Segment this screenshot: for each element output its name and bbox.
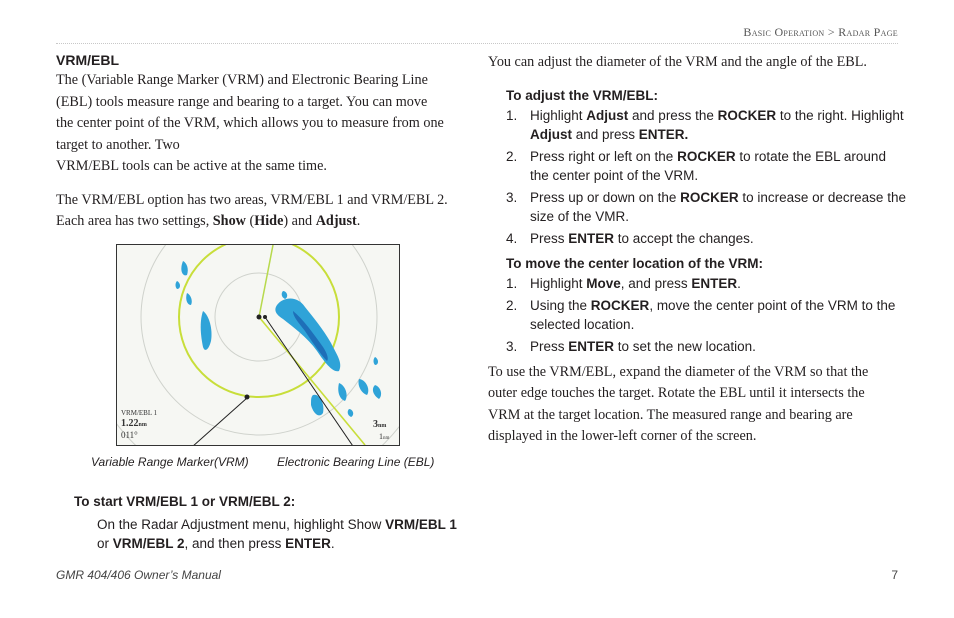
adjust-steps bbox=[506, 106, 908, 248]
running-head-page: Radar Page bbox=[838, 25, 898, 39]
overlay-scale-sub bbox=[379, 432, 390, 441]
overlay-scale bbox=[373, 419, 386, 430]
adjust-procedure-title: To adjust the VRM/EBL: bbox=[506, 87, 658, 103]
overlay-bearing: 011° bbox=[121, 430, 138, 440]
step-keyword: ROCKER bbox=[680, 189, 739, 205]
overlay-range bbox=[121, 418, 147, 429]
step-keyword: Adjust bbox=[586, 107, 629, 123]
step-number: 2. bbox=[506, 148, 518, 164]
echo-small bbox=[181, 261, 187, 275]
step-text: to accept the changes. bbox=[614, 230, 754, 246]
footer-manual-title: GMR 404/406 Owner’s Manual bbox=[56, 568, 221, 582]
areas-line: The VRM/EBL option has two areas, VRM/EBL 1 and VRM/EBL 2. bbox=[56, 191, 448, 208]
closing-line: VRM at the target location. The measured range and bearing are bbox=[488, 406, 853, 423]
step-item bbox=[506, 106, 908, 144]
step-number: 1. bbox=[506, 275, 518, 291]
start-text: or bbox=[97, 536, 113, 551]
areas-text: ( bbox=[245, 213, 255, 229]
vrm-callout-line bbox=[183, 398, 247, 445]
step-keyword: ENTER bbox=[568, 230, 615, 246]
areas-text: . bbox=[356, 213, 361, 229]
echo-lower bbox=[358, 379, 368, 395]
overlay-label: VRM/EBL 1 bbox=[121, 409, 158, 417]
step-text: Press bbox=[530, 338, 569, 354]
start-keyword: ENTER bbox=[285, 536, 331, 551]
step-number: 1. bbox=[506, 107, 518, 123]
intro-line: The (Variable Range Marker (VRM) and Electronic Bearing Line bbox=[56, 72, 428, 88]
hide-setting: Hide bbox=[254, 213, 284, 229]
step-keyword: Move bbox=[586, 275, 621, 291]
move-steps bbox=[506, 274, 908, 356]
intro-line: VRM/EBL tools can be active at the same time. bbox=[56, 158, 327, 174]
echo-small bbox=[186, 293, 192, 305]
overlay-scale-sub-unit: nm bbox=[383, 436, 390, 441]
step-text: Highlight bbox=[530, 275, 587, 291]
step-item bbox=[506, 188, 908, 226]
running-head-section: Basic Operation bbox=[743, 25, 825, 39]
intro-paragraph bbox=[56, 70, 466, 178]
step-item bbox=[506, 274, 908, 293]
step-item bbox=[506, 337, 908, 356]
overlay-range-value: 1.22 bbox=[121, 418, 139, 429]
start-text: On the Radar Adjustment menu, highlight Show bbox=[97, 517, 386, 532]
running-head-separator: > bbox=[827, 25, 835, 39]
step-text: Press bbox=[530, 230, 569, 246]
step-text: Press up or down on the bbox=[530, 189, 681, 205]
step-number: 4. bbox=[506, 230, 518, 246]
page-number: 7 bbox=[891, 568, 898, 582]
echo-small bbox=[348, 409, 353, 417]
radar-figure bbox=[116, 244, 400, 446]
echo-left bbox=[201, 311, 212, 350]
step-keyword: ROCKER bbox=[717, 107, 777, 123]
step-keyword: ROCKER bbox=[677, 148, 736, 164]
left-column bbox=[56, 52, 466, 233]
start-text: , and then press bbox=[184, 536, 286, 551]
step-number: 2. bbox=[506, 297, 518, 313]
areas-text: ) and bbox=[283, 213, 316, 229]
step-keyword: ENTER bbox=[568, 338, 615, 354]
running-head bbox=[743, 25, 898, 40]
start-procedure-body bbox=[97, 515, 467, 553]
vrm-range-marker bbox=[245, 395, 250, 400]
vrm-center-marker bbox=[257, 315, 262, 320]
step-item bbox=[506, 296, 908, 334]
closing-paragraph bbox=[488, 362, 908, 448]
echo-small bbox=[176, 281, 181, 289]
step-text: , move the center point of the VRM to the selected location. bbox=[530, 297, 896, 332]
closing-line: displayed in the lower-left corner of the screen. bbox=[488, 428, 757, 444]
step-keyword: ENTER. bbox=[638, 126, 689, 142]
echo-small bbox=[374, 357, 379, 365]
step-text: Press right or left on the bbox=[530, 148, 678, 164]
radar-echoes bbox=[176, 261, 382, 417]
step-number: 3. bbox=[506, 338, 518, 354]
intro-line: (EBL) tools measure range and bearing to a target. You can move bbox=[56, 93, 428, 110]
overlay-range-unit: nm bbox=[138, 422, 147, 428]
closing-line: outer edge touches the target. Rotate the EBL until it intersects the bbox=[488, 385, 865, 401]
areas-text: Each area has two settings, bbox=[56, 213, 213, 229]
overlay-scale-sub-value: 1 bbox=[379, 432, 383, 441]
caption-ebl: Electronic Bearing Line (EBL) bbox=[277, 455, 435, 469]
right-column bbox=[488, 52, 908, 448]
step-text: to increase or decrease the size of the VMR. bbox=[530, 189, 906, 224]
step-text: to the right. Highlight bbox=[776, 107, 904, 123]
step-text: Using the bbox=[530, 297, 591, 313]
step-item bbox=[506, 147, 908, 185]
closing-line: To use the VRM/EBL, expand the diameter of the VRM so that the bbox=[488, 363, 869, 380]
echo-small bbox=[282, 291, 287, 299]
step-text: and press the bbox=[628, 107, 718, 123]
intro-line: the center point of the VRM, which allows you to measure from one bbox=[56, 115, 444, 131]
adjust-setting: Adjust bbox=[315, 213, 357, 229]
step-text: and press bbox=[572, 126, 639, 142]
section-title: VRM/EBL bbox=[56, 52, 119, 68]
move-procedure-title: To move the center location of the VRM: bbox=[506, 255, 764, 271]
show-setting: Show bbox=[212, 213, 246, 229]
adjust-intro: You can adjust the diameter of the VRM and the angle of the EBL. bbox=[488, 54, 867, 70]
overlay-scale-value: 3 bbox=[373, 419, 378, 430]
echo-lower bbox=[338, 383, 346, 401]
step-text: . bbox=[737, 275, 741, 291]
caption-vrm: Variable Range Marker(VRM) bbox=[91, 455, 249, 469]
step-keyword: Adjust bbox=[530, 126, 572, 142]
header-rule bbox=[56, 43, 898, 44]
start-text: . bbox=[330, 536, 335, 551]
start-procedure-title: To start VRM/EBL 1 or VRM/EBL 2: bbox=[74, 494, 296, 509]
heading-line bbox=[259, 245, 273, 317]
overlay-scale-unit: nm bbox=[378, 423, 387, 429]
step-text: to set the new location. bbox=[614, 338, 756, 354]
step-keyword: ENTER bbox=[691, 275, 738, 291]
start-keyword: VRM/EBL 2 bbox=[112, 536, 185, 551]
step-keyword: ROCKER bbox=[590, 297, 650, 313]
start-keyword: VRM/EBL 1 bbox=[385, 517, 457, 532]
echo-lower bbox=[311, 395, 323, 416]
step-text: Highlight bbox=[530, 107, 587, 123]
radar-screen bbox=[117, 245, 399, 445]
areas-paragraph bbox=[56, 190, 466, 233]
range-ring-outer bbox=[117, 245, 399, 445]
echo-lower bbox=[373, 385, 381, 399]
step-text: , and press bbox=[620, 275, 692, 291]
step-text: to rotate the EBL around the center point of the VRM. bbox=[530, 148, 886, 183]
intro-line: target to another. Two bbox=[56, 136, 180, 153]
step-item bbox=[506, 229, 908, 248]
step-number: 3. bbox=[506, 189, 518, 205]
